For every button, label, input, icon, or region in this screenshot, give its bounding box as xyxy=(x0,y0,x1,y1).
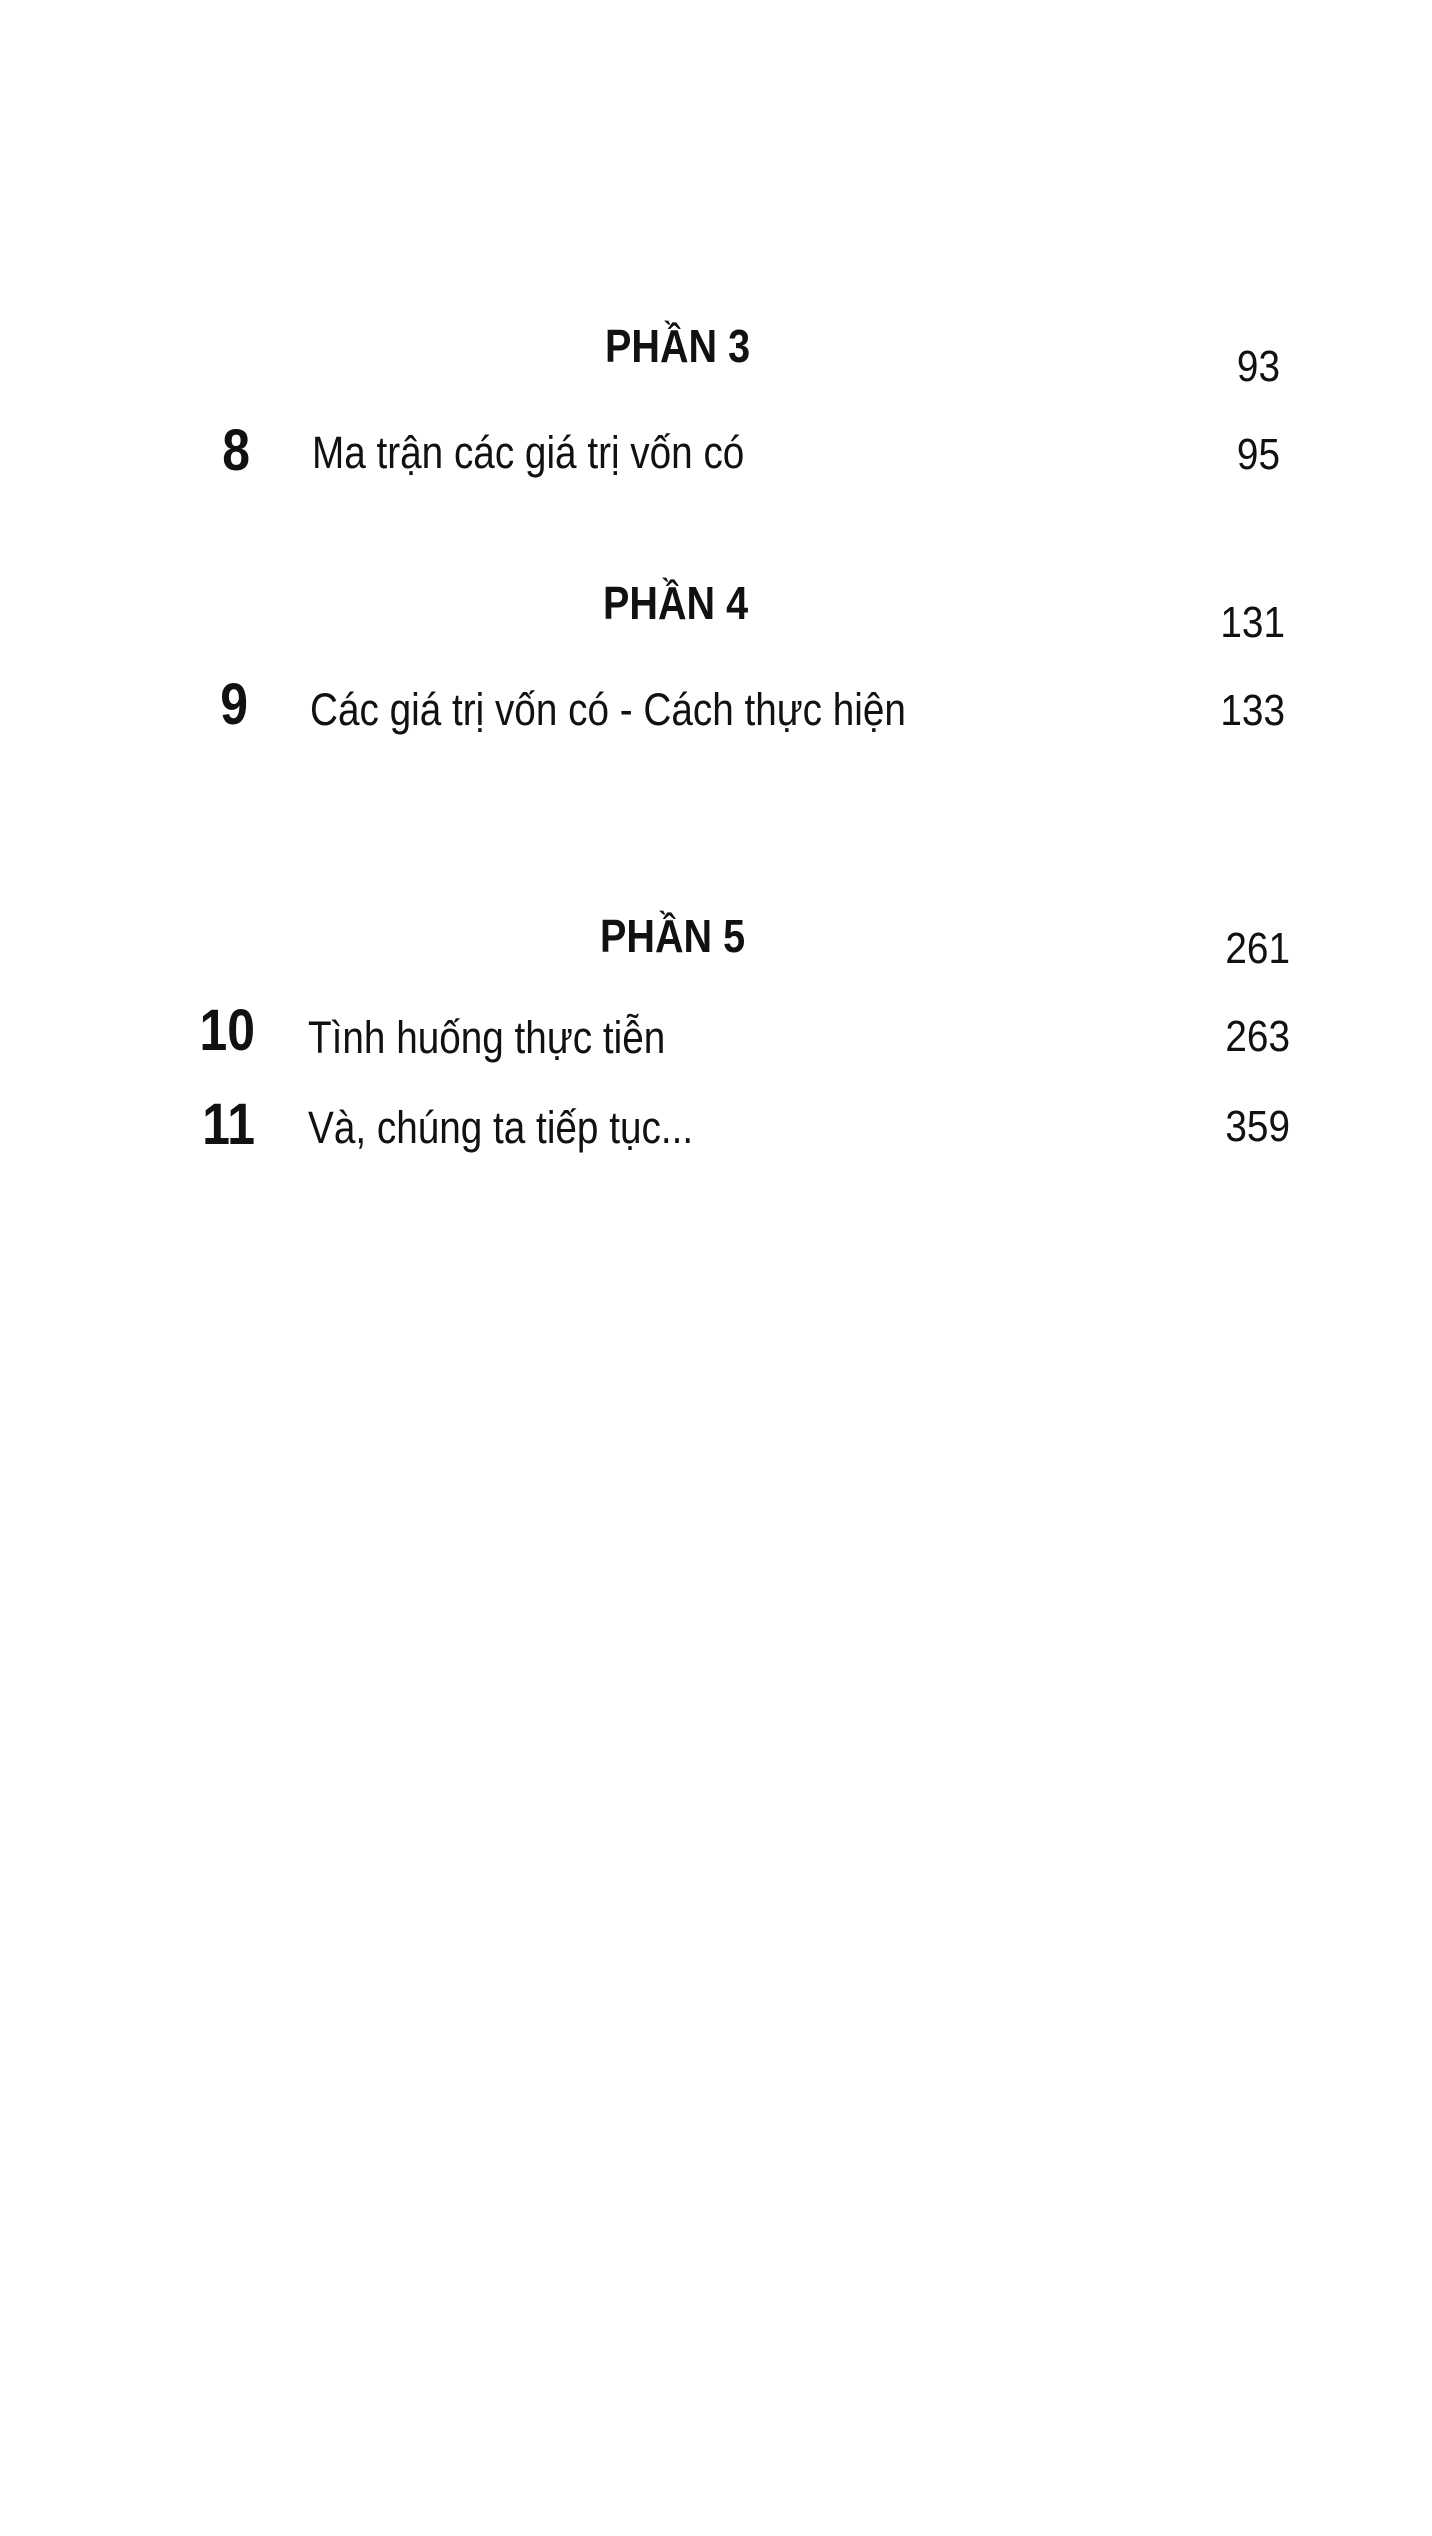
chapter-8-number: 8 xyxy=(222,418,250,483)
part-3-title: PHẦN 3 xyxy=(605,320,751,372)
part-3-page-number: 93 xyxy=(1236,342,1280,391)
chapter-8-page-number: 95 xyxy=(1236,430,1280,479)
chapter-8-title: Ma trận các giá trị vốn có xyxy=(312,427,745,478)
chapter-10-page-number: 263 xyxy=(1225,1012,1290,1061)
chapter-10-title: Tình huống thực tiễn xyxy=(308,1012,666,1063)
part-4-page-number: 131 xyxy=(1220,598,1285,647)
chapter-9-number: 9 xyxy=(220,672,248,737)
chapter-10-number: 10 xyxy=(199,998,255,1063)
chapter-9-title: Các giá trị vốn có - Cách thực hiện xyxy=(310,684,906,735)
part-5-page-number: 261 xyxy=(1225,924,1290,973)
chapter-11-page-number: 359 xyxy=(1225,1102,1290,1151)
chapter-11-title: Và, chúng ta tiếp tục... xyxy=(308,1102,694,1153)
chapter-11-number: 11 xyxy=(202,1092,255,1157)
part-4-title: PHẦN 4 xyxy=(603,577,749,629)
chapter-9-page-number: 133 xyxy=(1220,686,1285,735)
part-5-title: PHẦN 5 xyxy=(600,910,746,962)
